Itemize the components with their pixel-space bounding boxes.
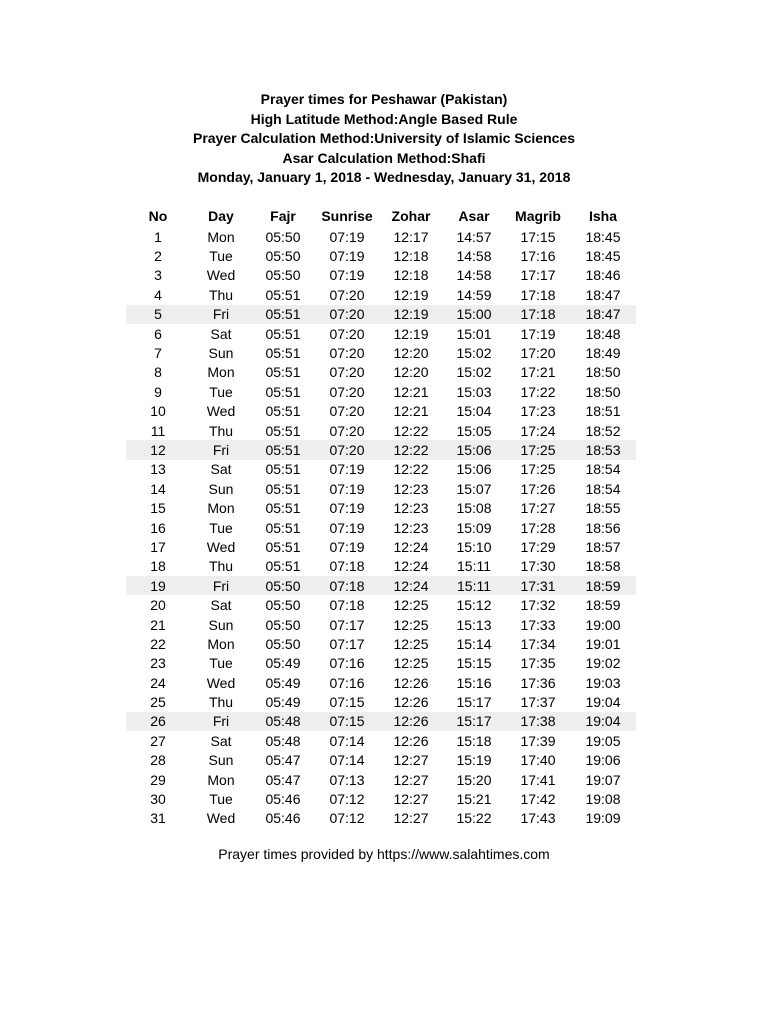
fajr-time-cell: 05:51 bbox=[265, 325, 301, 342]
magrib-time-cell: 17:22 bbox=[520, 383, 556, 400]
table-row bbox=[126, 673, 636, 692]
sunrise-time-cell: 07:18 bbox=[329, 597, 365, 614]
fajr-time-cell: 05:49 bbox=[265, 674, 301, 691]
zohar-time-cell: 12:21 bbox=[393, 403, 429, 420]
zohar-time-cell: 12:20 bbox=[393, 345, 429, 362]
fajr-time-cell: 05:51 bbox=[265, 403, 301, 420]
column-header-day: Day bbox=[208, 208, 234, 224]
asar-time-cell: 15:18 bbox=[456, 732, 492, 749]
magrib-time-cell: 17:18 bbox=[520, 286, 556, 303]
magrib-time-cell: 17:34 bbox=[520, 635, 556, 652]
isha-time-cell: 19:08 bbox=[585, 791, 621, 808]
sunrise-time-cell: 07:20 bbox=[329, 325, 365, 342]
fajr-time-cell: 05:51 bbox=[265, 480, 301, 497]
magrib-time-cell: 17:17 bbox=[520, 267, 556, 284]
weekday-cell: Wed bbox=[206, 810, 236, 827]
zohar-time-cell: 12:19 bbox=[393, 325, 429, 342]
day-number-cell: 30 bbox=[150, 791, 166, 808]
day-number-cell: 5 bbox=[126, 305, 190, 324]
zohar-time-cell: 12:25 bbox=[393, 635, 429, 652]
table-row bbox=[126, 576, 636, 595]
sunrise-time-cell: 07:19 bbox=[329, 267, 365, 284]
fajr-time-cell: 05:50 bbox=[265, 267, 301, 284]
fajr-time-cell: 05:51 bbox=[265, 538, 301, 555]
fajr-time-cell: 05:50 bbox=[265, 597, 301, 614]
magrib-time-cell: 17:40 bbox=[520, 752, 556, 769]
table-row bbox=[126, 402, 636, 421]
fajr-time-cell: 05:51 bbox=[265, 519, 301, 536]
isha-time-cell: 19:01 bbox=[585, 635, 621, 652]
fajr-time-cell: 05:50 bbox=[265, 616, 301, 633]
column-header-sunrise: Sunrise bbox=[321, 208, 373, 224]
magrib-time-cell: 17:35 bbox=[520, 655, 556, 672]
zohar-time-cell: 12:18 bbox=[393, 248, 429, 265]
asar-time-cell: 15:22 bbox=[456, 810, 492, 827]
magrib-time-cell: 17:20 bbox=[520, 345, 556, 362]
zohar-time-cell: 12:26 bbox=[393, 674, 429, 691]
fajr-time-cell: 05:51 bbox=[252, 305, 314, 324]
magrib-time-cell: 17:15 bbox=[520, 228, 556, 245]
column-header-asar: Asar bbox=[458, 208, 490, 224]
weekday-cell: Sat bbox=[210, 325, 232, 342]
fajr-time-cell: 05:46 bbox=[265, 810, 301, 827]
day-number-cell: 24 bbox=[150, 674, 166, 691]
table-row bbox=[126, 615, 636, 634]
asar-time-cell: 15:03 bbox=[456, 383, 492, 400]
weekday-cell: Thu bbox=[208, 558, 234, 575]
day-number-cell: 15 bbox=[150, 500, 166, 517]
fajr-time-cell: 05:51 bbox=[252, 440, 314, 459]
table-row bbox=[126, 537, 636, 556]
table-row bbox=[126, 751, 636, 770]
zohar-time-cell: 12:21 bbox=[393, 383, 429, 400]
zohar-time-cell: 12:22 bbox=[393, 422, 429, 439]
day-number-cell: 6 bbox=[154, 325, 162, 342]
prayer-calculation-method: Prayer Calculation Method:University of Islamic Sciences bbox=[192, 130, 576, 146]
isha-time-cell: 18:52 bbox=[585, 422, 621, 439]
table-row bbox=[126, 305, 636, 324]
sunrise-time-cell: 07:19 bbox=[329, 461, 365, 478]
asar-time-cell: 15:19 bbox=[456, 752, 492, 769]
table-row bbox=[126, 479, 636, 498]
sunrise-time-cell: 07:19 bbox=[329, 480, 365, 497]
magrib-time-cell: 17:41 bbox=[520, 771, 556, 788]
table-row bbox=[126, 634, 636, 653]
magrib-time-cell: 17:25 bbox=[520, 461, 556, 478]
zohar-time-cell: 12:24 bbox=[393, 558, 429, 575]
asar-time-cell: 15:14 bbox=[456, 635, 492, 652]
magrib-time-cell: 17:23 bbox=[520, 403, 556, 420]
fajr-time-cell: 05:51 bbox=[265, 345, 301, 362]
day-number-cell: 26 bbox=[126, 712, 190, 731]
table-row bbox=[126, 557, 636, 576]
isha-time-cell: 18:55 bbox=[585, 500, 621, 517]
weekday-cell: Sun bbox=[208, 480, 234, 497]
sunrise-time-cell: 07:15 bbox=[329, 694, 365, 711]
magrib-time-cell: 17:36 bbox=[520, 674, 556, 691]
isha-time-cell: 19:06 bbox=[585, 752, 621, 769]
sunrise-time-cell: 07:20 bbox=[329, 422, 365, 439]
sunrise-time-cell: 07:19 bbox=[329, 519, 365, 536]
zohar-time-cell: 12:19 bbox=[380, 305, 442, 324]
zohar-time-cell: 12:26 bbox=[393, 694, 429, 711]
weekday-cell: Mon bbox=[207, 771, 235, 788]
asar-time-cell: 15:00 bbox=[442, 305, 506, 324]
asar-calculation-method: Asar Calculation Method:Shafi bbox=[282, 149, 486, 166]
zohar-time-cell: 12:26 bbox=[380, 712, 442, 731]
date-range: Monday, January 1, 2018 - Wednesday, January 31, 2018 bbox=[197, 169, 571, 185]
isha-time-cell: 18:54 bbox=[585, 461, 621, 478]
asar-time-cell: 15:15 bbox=[456, 655, 492, 672]
asar-time-cell: 15:17 bbox=[456, 694, 492, 711]
magrib-time-cell: 17:16 bbox=[520, 248, 556, 265]
asar-time-cell: 15:20 bbox=[456, 771, 492, 788]
zohar-time-cell: 12:25 bbox=[393, 655, 429, 672]
day-number-cell: 10 bbox=[150, 403, 166, 420]
magrib-time-cell: 17:43 bbox=[520, 810, 556, 827]
asar-time-cell: 15:21 bbox=[456, 791, 492, 808]
zohar-time-cell: 12:20 bbox=[393, 364, 429, 381]
fajr-time-cell: 05:51 bbox=[265, 558, 301, 575]
magrib-time-cell: 17:27 bbox=[520, 500, 556, 517]
day-number-cell: 27 bbox=[150, 732, 166, 749]
page-title: Prayer times for Peshawar (Pakistan) bbox=[260, 91, 508, 107]
zohar-time-cell: 12:25 bbox=[393, 616, 429, 633]
asar-time-cell: 15:06 bbox=[442, 440, 506, 459]
sunrise-time-cell: 07:19 bbox=[329, 538, 365, 555]
table-row bbox=[126, 654, 636, 673]
weekday-cell: Wed bbox=[206, 267, 236, 284]
asar-time-cell: 15:09 bbox=[456, 519, 492, 536]
sunrise-time-cell: 07:19 bbox=[329, 500, 365, 517]
fajr-time-cell: 05:51 bbox=[265, 286, 301, 303]
isha-time-cell: 19:03 bbox=[585, 674, 621, 691]
weekday-cell: Sun bbox=[208, 616, 234, 633]
day-number-cell: 29 bbox=[150, 771, 166, 788]
day-number-cell: 7 bbox=[154, 345, 162, 362]
weekday-cell: Sat bbox=[210, 461, 232, 478]
magrib-time-cell: 17:28 bbox=[520, 519, 556, 536]
weekday-cell: Fri bbox=[190, 440, 252, 459]
zohar-time-cell: 12:22 bbox=[393, 461, 429, 478]
asar-time-cell: 15:06 bbox=[456, 461, 492, 478]
weekday-cell: Mon bbox=[207, 364, 235, 381]
isha-time-cell: 18:59 bbox=[585, 597, 621, 614]
weekday-cell: Wed bbox=[206, 674, 236, 691]
table-row bbox=[126, 343, 636, 362]
sunrise-time-cell: 07:18 bbox=[314, 576, 380, 595]
isha-time-cell: 19:04 bbox=[570, 712, 636, 731]
zohar-time-cell: 12:19 bbox=[393, 286, 429, 303]
asar-time-cell: 15:12 bbox=[456, 597, 492, 614]
day-number-cell: 12 bbox=[126, 440, 190, 459]
fajr-time-cell: 05:48 bbox=[252, 712, 314, 731]
table-row bbox=[126, 595, 636, 614]
table-row bbox=[126, 692, 636, 711]
asar-time-cell: 15:13 bbox=[456, 616, 492, 633]
column-header-no: No bbox=[148, 208, 168, 224]
sunrise-time-cell: 07:20 bbox=[329, 403, 365, 420]
sunrise-time-cell: 07:12 bbox=[329, 791, 365, 808]
sunrise-time-cell: 07:15 bbox=[314, 712, 380, 731]
asar-time-cell: 15:05 bbox=[456, 422, 492, 439]
isha-time-cell: 18:58 bbox=[585, 558, 621, 575]
isha-time-cell: 18:54 bbox=[585, 480, 621, 497]
magrib-time-cell: 17:30 bbox=[520, 558, 556, 575]
table-row bbox=[126, 382, 636, 401]
magrib-time-cell: 17:25 bbox=[506, 440, 570, 459]
asar-time-cell: 15:17 bbox=[442, 712, 506, 731]
weekday-cell: Fri bbox=[190, 576, 252, 595]
table-row bbox=[126, 324, 636, 343]
weekday-cell: Tue bbox=[209, 248, 233, 265]
weekday-cell: Thu bbox=[208, 694, 234, 711]
weekday-cell: Mon bbox=[207, 500, 235, 517]
day-number-cell: 2 bbox=[154, 248, 162, 265]
fajr-time-cell: 05:51 bbox=[265, 364, 301, 381]
weekday-cell: Tue bbox=[209, 791, 233, 808]
sunrise-time-cell: 07:14 bbox=[329, 732, 365, 749]
document-header bbox=[0, 90, 768, 188]
magrib-time-cell: 17:24 bbox=[520, 422, 556, 439]
table-row bbox=[126, 440, 636, 459]
table-row bbox=[126, 731, 636, 750]
asar-time-cell: 14:57 bbox=[456, 228, 492, 245]
column-header-zohar: Zohar bbox=[391, 208, 431, 224]
table-row bbox=[126, 363, 636, 382]
fajr-time-cell: 05:48 bbox=[265, 732, 301, 749]
zohar-time-cell: 12:27 bbox=[393, 810, 429, 827]
magrib-time-cell: 17:33 bbox=[520, 616, 556, 633]
magrib-time-cell: 17:31 bbox=[506, 576, 570, 595]
weekday-cell: Sat bbox=[210, 732, 232, 749]
fajr-time-cell: 05:49 bbox=[265, 694, 301, 711]
weekday-cell: Thu bbox=[208, 286, 234, 303]
fajr-time-cell: 05:50 bbox=[265, 248, 301, 265]
day-number-cell: 22 bbox=[150, 635, 166, 652]
magrib-time-cell: 17:38 bbox=[506, 712, 570, 731]
isha-time-cell: 18:50 bbox=[585, 383, 621, 400]
magrib-time-cell: 17:39 bbox=[520, 732, 556, 749]
zohar-time-cell: 12:24 bbox=[393, 538, 429, 555]
isha-time-cell: 19:09 bbox=[585, 810, 621, 827]
magrib-time-cell: 17:37 bbox=[520, 694, 556, 711]
isha-time-cell: 18:48 bbox=[585, 325, 621, 342]
isha-time-cell: 18:56 bbox=[585, 519, 621, 536]
weekday-cell: Fri bbox=[190, 712, 252, 731]
weekday-cell: Sun bbox=[208, 345, 234, 362]
zohar-time-cell: 12:25 bbox=[393, 597, 429, 614]
fajr-time-cell: 05:51 bbox=[265, 383, 301, 400]
isha-time-cell: 18:50 bbox=[585, 364, 621, 381]
magrib-time-cell: 17:21 bbox=[520, 364, 556, 381]
weekday-cell: Wed bbox=[206, 538, 236, 555]
sunrise-time-cell: 07:19 bbox=[329, 228, 365, 245]
isha-time-cell: 18:47 bbox=[585, 286, 621, 303]
isha-time-cell: 18:47 bbox=[570, 305, 636, 324]
weekday-cell: Tue bbox=[209, 519, 233, 536]
fajr-time-cell: 05:47 bbox=[265, 752, 301, 769]
weekday-cell: Fri bbox=[190, 305, 252, 324]
magrib-time-cell: 17:32 bbox=[520, 597, 556, 614]
day-number-cell: 28 bbox=[150, 752, 166, 769]
table-row bbox=[126, 266, 636, 285]
day-number-cell: 8 bbox=[154, 364, 162, 381]
sunrise-time-cell: 07:20 bbox=[329, 345, 365, 362]
day-number-cell: 18 bbox=[150, 558, 166, 575]
column-header-fajr: Fajr bbox=[270, 208, 296, 224]
magrib-time-cell: 17:18 bbox=[506, 305, 570, 324]
weekday-cell: Mon bbox=[207, 228, 235, 245]
zohar-time-cell: 12:18 bbox=[393, 267, 429, 284]
sunrise-time-cell: 07:16 bbox=[329, 655, 365, 672]
day-number-cell: 16 bbox=[150, 519, 166, 536]
sunrise-time-cell: 07:14 bbox=[329, 752, 365, 769]
magrib-time-cell: 17:29 bbox=[520, 538, 556, 555]
table-row bbox=[126, 712, 636, 731]
table-row bbox=[126, 246, 636, 265]
asar-time-cell: 15:07 bbox=[456, 480, 492, 497]
isha-time-cell: 18:45 bbox=[585, 228, 621, 245]
isha-time-cell: 19:00 bbox=[585, 616, 621, 633]
isha-time-cell: 18:57 bbox=[585, 538, 621, 555]
isha-time-cell: 18:53 bbox=[570, 440, 636, 459]
sunrise-time-cell: 07:20 bbox=[314, 440, 380, 459]
magrib-time-cell: 17:42 bbox=[520, 791, 556, 808]
day-number-cell: 4 bbox=[154, 286, 162, 303]
high-latitude-method: High Latitude Method:Angle Based Rule bbox=[250, 110, 518, 127]
sunrise-time-cell: 07:16 bbox=[329, 674, 365, 691]
isha-time-cell: 18:49 bbox=[585, 345, 621, 362]
sunrise-time-cell: 07:20 bbox=[314, 305, 380, 324]
table-row bbox=[126, 227, 636, 246]
table-row bbox=[126, 460, 636, 479]
table-row bbox=[126, 770, 636, 789]
fajr-time-cell: 05:51 bbox=[265, 422, 301, 439]
sunrise-time-cell: 07:17 bbox=[329, 635, 365, 652]
table-row bbox=[126, 518, 636, 537]
isha-time-cell: 19:07 bbox=[585, 771, 621, 788]
zohar-time-cell: 12:27 bbox=[393, 752, 429, 769]
magrib-time-cell: 17:26 bbox=[520, 480, 556, 497]
isha-time-cell: 18:59 bbox=[570, 576, 636, 595]
asar-time-cell: 15:10 bbox=[456, 538, 492, 555]
zohar-time-cell: 12:26 bbox=[393, 732, 429, 749]
sunrise-time-cell: 07:20 bbox=[329, 286, 365, 303]
day-number-cell: 23 bbox=[150, 655, 166, 672]
weekday-cell: Tue bbox=[209, 655, 233, 672]
day-number-cell: 21 bbox=[150, 616, 166, 633]
attribution-footer: Prayer times provided by https://www.salahtimes.com bbox=[218, 846, 550, 862]
weekday-cell: Sat bbox=[210, 597, 232, 614]
zohar-time-cell: 12:23 bbox=[393, 480, 429, 497]
zohar-time-cell: 12:23 bbox=[393, 500, 429, 517]
isha-time-cell: 18:46 bbox=[585, 267, 621, 284]
isha-time-cell: 18:45 bbox=[585, 248, 621, 265]
sunrise-time-cell: 07:13 bbox=[329, 771, 365, 788]
table-body bbox=[126, 227, 636, 828]
day-number-cell: 17 bbox=[150, 538, 166, 555]
sunrise-time-cell: 07:20 bbox=[329, 364, 365, 381]
asar-time-cell: 15:02 bbox=[456, 345, 492, 362]
zohar-time-cell: 12:23 bbox=[393, 519, 429, 536]
asar-time-cell: 15:01 bbox=[456, 325, 492, 342]
isha-time-cell: 19:04 bbox=[585, 694, 621, 711]
asar-time-cell: 15:11 bbox=[457, 558, 491, 575]
day-number-cell: 31 bbox=[150, 810, 166, 827]
fajr-time-cell: 05:51 bbox=[265, 500, 301, 517]
column-header-magrib: Magrib bbox=[515, 208, 561, 224]
sunrise-time-cell: 07:12 bbox=[329, 810, 365, 827]
day-number-cell: 14 bbox=[150, 480, 166, 497]
weekday-cell: Mon bbox=[207, 635, 235, 652]
sunrise-time-cell: 07:18 bbox=[329, 558, 365, 575]
day-number-cell: 13 bbox=[150, 461, 166, 478]
zohar-time-cell: 12:17 bbox=[393, 228, 429, 245]
isha-time-cell: 18:51 bbox=[585, 403, 621, 420]
sunrise-time-cell: 07:17 bbox=[329, 616, 365, 633]
isha-time-cell: 19:02 bbox=[585, 655, 621, 672]
weekday-cell: Wed bbox=[206, 403, 236, 420]
zohar-time-cell: 12:22 bbox=[380, 440, 442, 459]
day-number-cell: 9 bbox=[154, 383, 162, 400]
fajr-time-cell: 05:50 bbox=[252, 576, 314, 595]
day-number-cell: 3 bbox=[154, 267, 162, 284]
table-row bbox=[126, 809, 636, 828]
zohar-time-cell: 12:24 bbox=[380, 576, 442, 595]
asar-time-cell: 14:58 bbox=[456, 267, 492, 284]
column-header-isha: Isha bbox=[588, 208, 617, 224]
fajr-time-cell: 05:47 bbox=[265, 771, 301, 788]
weekday-cell: Thu bbox=[208, 422, 234, 439]
fajr-time-cell: 05:50 bbox=[265, 635, 301, 652]
fajr-time-cell: 05:50 bbox=[265, 228, 301, 245]
isha-time-cell: 19:05 bbox=[585, 732, 621, 749]
fajr-time-cell: 05:51 bbox=[265, 461, 301, 478]
zohar-time-cell: 12:27 bbox=[393, 771, 429, 788]
asar-time-cell: 15:08 bbox=[456, 500, 492, 517]
asar-time-cell: 14:59 bbox=[456, 286, 492, 303]
weekday-cell: Sun bbox=[208, 752, 234, 769]
sunrise-time-cell: 07:19 bbox=[329, 248, 365, 265]
table-row bbox=[126, 421, 636, 440]
zohar-time-cell: 12:27 bbox=[393, 791, 429, 808]
asar-time-cell: 15:11 bbox=[442, 576, 506, 595]
prayer-times-table bbox=[126, 205, 636, 828]
asar-time-cell: 15:02 bbox=[456, 364, 492, 381]
weekday-cell: Tue bbox=[209, 383, 233, 400]
day-number-cell: 19 bbox=[126, 576, 190, 595]
magrib-time-cell: 17:19 bbox=[520, 325, 556, 342]
sunrise-time-cell: 07:20 bbox=[329, 383, 365, 400]
day-number-cell: 25 bbox=[150, 694, 166, 711]
day-number-cell: 11 bbox=[150, 422, 166, 439]
fajr-time-cell: 05:49 bbox=[265, 655, 301, 672]
table-row bbox=[126, 789, 636, 808]
asar-time-cell: 15:04 bbox=[456, 403, 492, 420]
asar-time-cell: 15:16 bbox=[456, 674, 492, 691]
table-row bbox=[126, 498, 636, 517]
table-header-row bbox=[126, 205, 636, 227]
day-number-cell: 1 bbox=[154, 228, 162, 245]
fajr-time-cell: 05:46 bbox=[265, 791, 301, 808]
day-number-cell: 20 bbox=[150, 597, 166, 614]
table-row bbox=[126, 285, 636, 304]
asar-time-cell: 14:58 bbox=[456, 248, 492, 265]
